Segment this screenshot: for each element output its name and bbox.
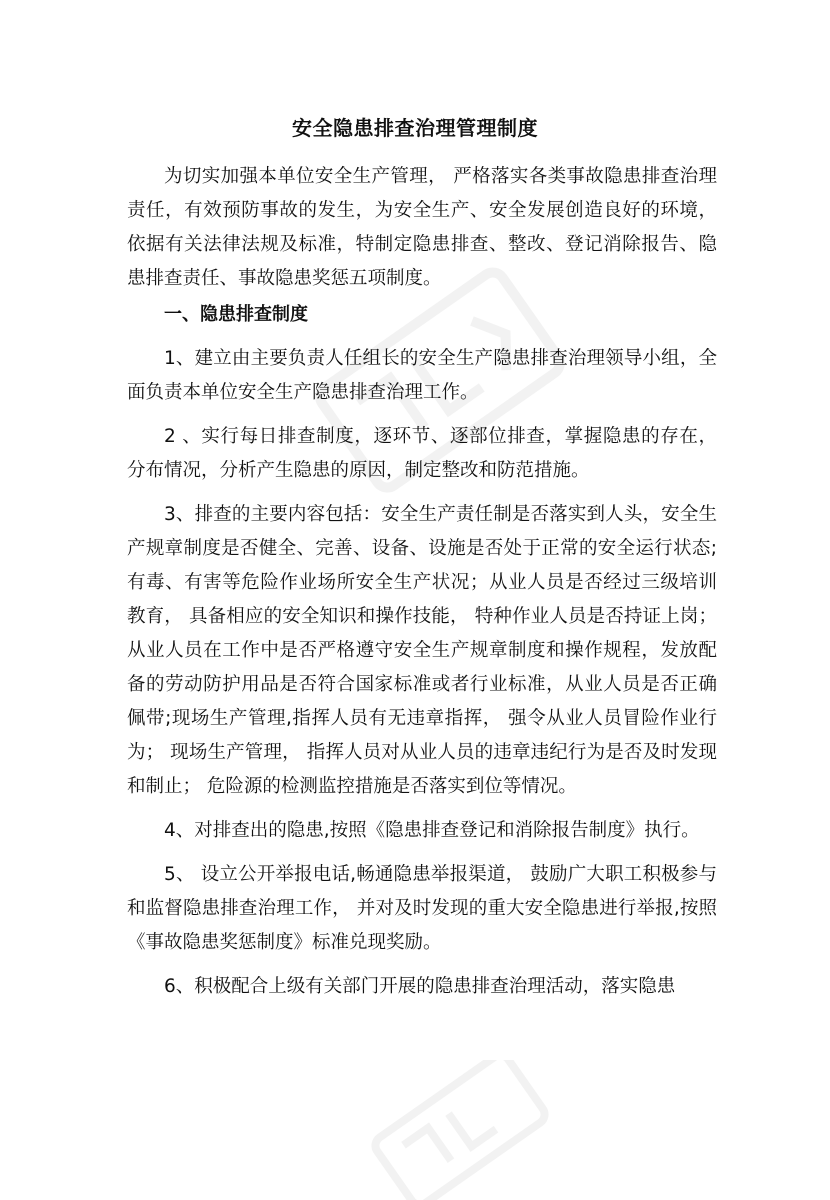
list-item-1: 1、建立由主要负责人任组长的安全生产隐患排查治理领导小组，全面负责本单位安全生产隐患排查治理工作。 [127, 348, 717, 403]
section-heading: 一、隐患排查制度 [164, 304, 308, 325]
intro-paragraph: 为切实加强本单位安全生产管理， 严格落实各类事故隐患排查治理责任，有效预防事故的发生，为安全生产、安全发展创造良好的环境，依据有关法律法规及标准，特制定隐患排查、整改、登记消除报告、隐患排查责任、事故隐患奖惩五项制度。 [127, 166, 717, 289]
document-body [127, 160, 717, 1004]
list-item-2: 2 、实行每日排查制度，逐环节、逐部位排查，掌握隐患的存在，分布情况，分析产生隐患的原因，制定整改和防范措施。 [127, 426, 717, 481]
list-item-6: 6、积极配合上级有关部门开展的隐患排查治理活动，落实隐患 [164, 976, 676, 997]
list-item-3: 3、排查的主要内容包括：安全生产责任制是否落实到人头，安全生产规章制度是否健全、完善、设备、设施是否处于正常的安全运行状态;有毒、有害等危险作业场所安全生产状况；从业人员是否经过三级培训教育， 具备相应的安全知识和操作技能， 特种作业人员是否持证上岗； 从业人员在工作中是否严格遵守安全生产规章制度和操作规程，发放配备的劳动防护用品是否符合国家标准或者行业标准，从业人员是否正确佩带;现场生产管理,指挥人员有无违章指挥， 强令从业人员冒险作业行为； 现场生产管理， 指挥人员对从业人员的违章违纪行为是否及时发现和制止； 危险源的检测监控措施是否落实到位等情况。 [127, 504, 717, 797]
list-item-4: 4、对排查出的隐患,按照《隐患排查登记和消除报告制度》执行。 [164, 820, 700, 841]
watermark-logo-bottom [360, 1060, 560, 1200]
document-title: 安全隐患排查治理管理制度 [292, 116, 538, 140]
list-item-5: 5、 设立公开举报电话,畅通隐患举报渠道， 鼓励广大职工积极参与和监督隐患排查治理工作， 并对及时发现的重大安全隐患进行举报,按照《事故隐患奖惩制度》标准兑现奖励。 [127, 864, 717, 953]
